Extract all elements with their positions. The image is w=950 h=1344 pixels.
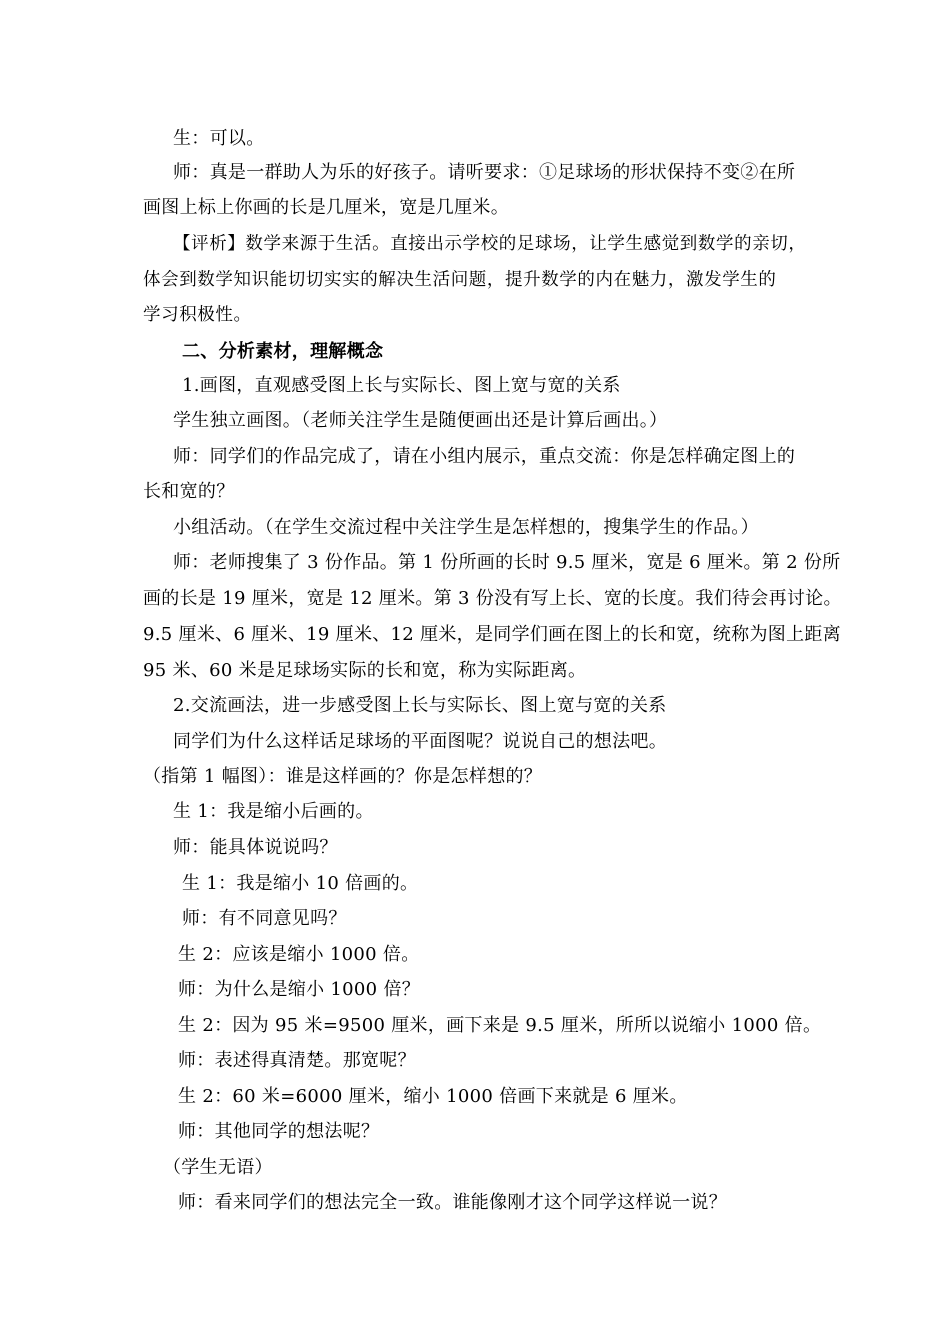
text-line: 小组活动。（在学生交流过程中关注学生是怎样想的，搜集学生的作品。） [173,517,759,538]
section-heading: 二、分析素材，理解概念 [182,341,384,362]
text-line: 学生独立画图。（老师关注学生是随便画出还是计算后画出。） [173,410,668,431]
text-line: 师：表述得真清楚。那宽呢？ [178,1050,416,1071]
commentary-line: 学习积极性。 [143,305,252,325]
text-line: 师：其他同学的想法呢？ [178,1121,380,1142]
subsection-heading: 1.画图，直观感受图上长与实际长、图上宽与宽的关系 [182,375,621,396]
text-line: 师：同学们的作品完成了，请在小组内展示，重点交流：你是怎样确定图上的 [173,446,796,467]
text-line: 师：为什么是缩小 1000 倍？ [178,979,421,1000]
text-line: 师：有不同意见吗？ [182,908,347,929]
text-line: 生 2：因为 95 米=9500 厘米，画下来是 9.5 厘米，所所以说缩小 1000 倍。 [178,1015,822,1036]
text-line: 生 1：我是缩小 10 倍画的。 [182,873,419,894]
text-line: （指第 1 幅图）：谁是这样画的？你是怎样想的？ [143,766,543,787]
text-line: 生 2：应该是缩小 1000 倍。 [178,944,420,965]
text-line: 9.5 厘米、6 厘米、19 厘米、12 厘米，是同学们画在图上的长和宽，统称为图上距离 [143,624,841,645]
text-line: 生 2：60 米=6000 厘米，缩小 1000 倍画下来就是 6 厘米。 [178,1086,688,1107]
commentary-line: 体会到数学知识能切切实实的解决生活问题，提升数学的内在魅力，激发学生的 [143,270,777,290]
text-line: 长和宽的？ [143,481,235,502]
text-line: 师：能具体说说吗？ [173,837,338,858]
text-line: 师：看来同学们的想法完全一致。谁能像刚才这个同学这样说一说？ [178,1192,727,1213]
text-line: 生：可以。 [173,128,265,149]
text-line: 生 1：我是缩小后画的。 [173,801,374,822]
text-line: 师：老师搜集了 3 份作品。第 1 份所画的长时 9.5 厘米，宽是 6 厘米。第 2 份所 [173,552,841,573]
text-line: （学生无语） [163,1157,273,1178]
subsection-heading: 2.交流画法，进一步感受图上长与实际长、图上宽与宽的关系 [173,695,667,716]
text-line: 95 米、60 米是足球场实际的长和宽，称为实际距离。 [143,660,587,681]
text-line: 画的长是 19 厘米，宽是 12 厘米。第 3 份没有写上长、宽的长度。我们待会再讨论。 [143,588,842,609]
text-line: 师：真是一群助人为乐的好孩子。请听要求：①足球场的形状保持不变②在所 [173,162,796,183]
text-line: 画图上标上你画的长是几厘米，宽是几厘米。 [143,197,509,218]
commentary-line: 【评析】数学来源于生活。直接出示学校的足球场，让学生感觉到数学的亲切， [173,234,807,254]
text-line: 同学们为什么这样话足球场的平面图呢？说说自己的想法吧。 [173,731,668,752]
